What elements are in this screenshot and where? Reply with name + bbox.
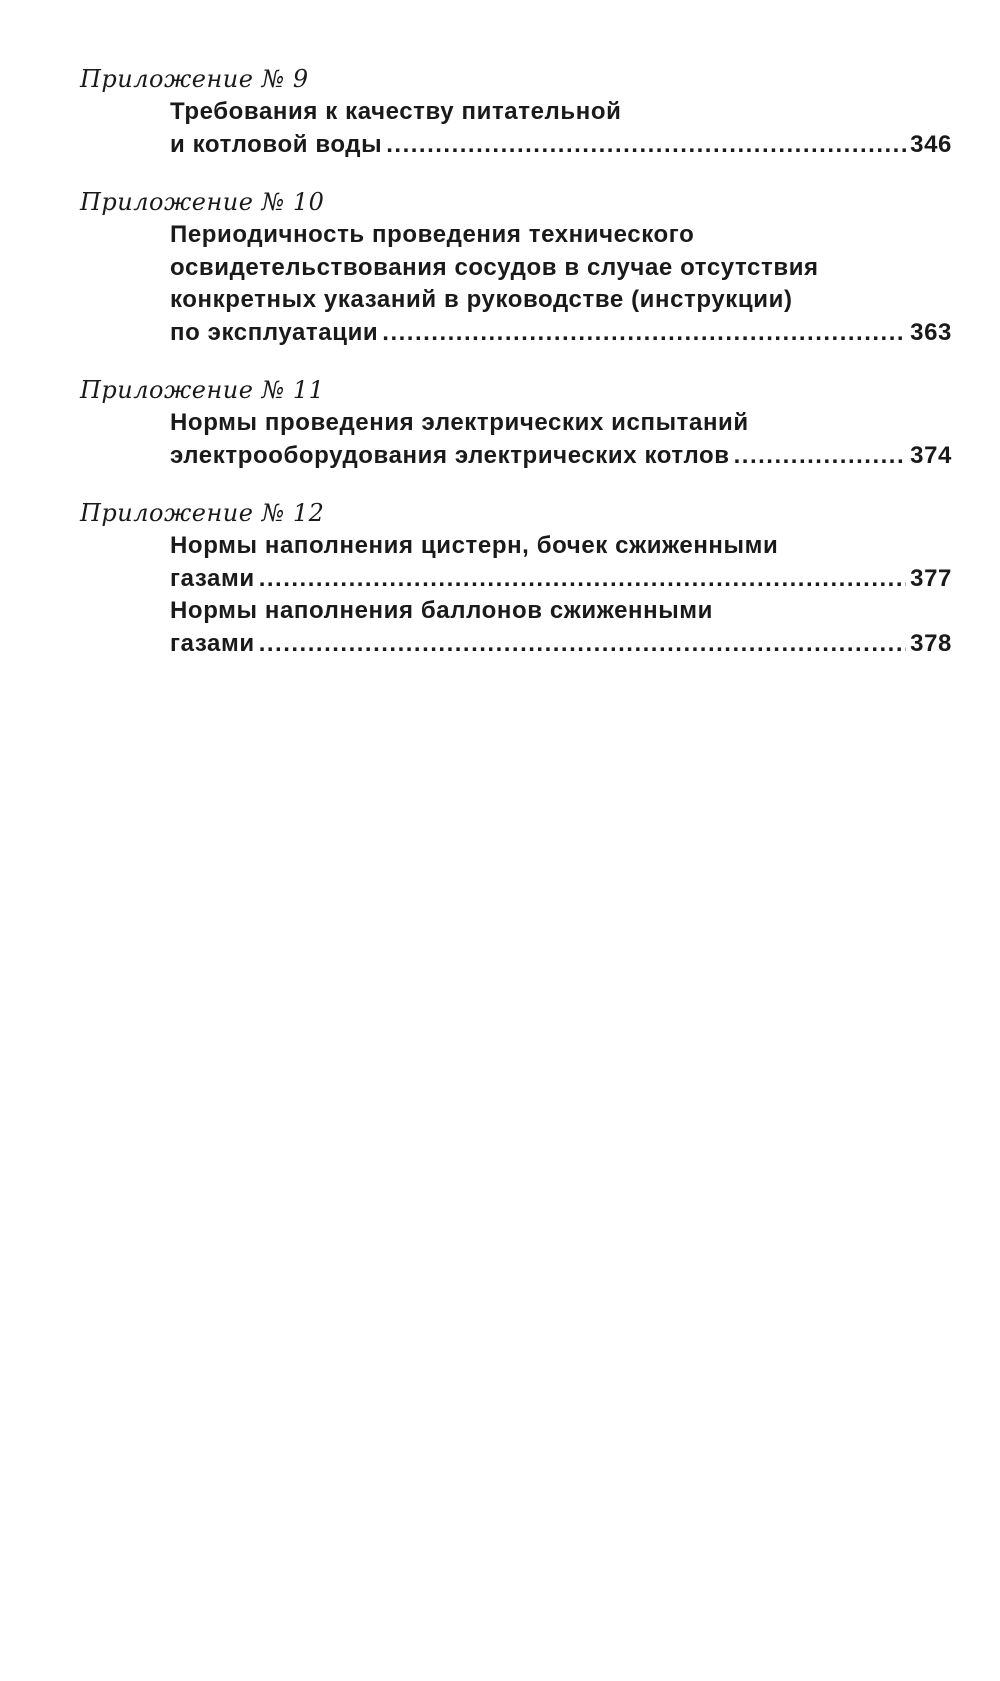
entry-title-line: Нормы наполнения баллонов сжиженными bbox=[170, 597, 714, 624]
appendix-heading: Приложение № 9 bbox=[80, 65, 309, 93]
toc-entry[interactable] bbox=[170, 219, 952, 349]
entry-leader-line bbox=[170, 129, 952, 162]
toc-section-appendix-11 bbox=[80, 373, 952, 472]
toc-entry[interactable] bbox=[170, 595, 952, 660]
entry-title-line: Нормы проведения электрических испытаний bbox=[170, 409, 749, 436]
page-number: 374 bbox=[910, 441, 952, 469]
table-of-contents bbox=[80, 62, 952, 684]
entry-title-line: газами bbox=[170, 629, 255, 657]
toc-section-appendix-12 bbox=[80, 496, 952, 660]
dot-leader bbox=[734, 440, 907, 473]
entry-title-line: Требования к качеству питательной bbox=[170, 98, 622, 125]
dot-leader bbox=[259, 628, 906, 661]
dot-leader bbox=[259, 563, 906, 596]
toc-section-appendix-9 bbox=[80, 62, 952, 161]
entry-title-line: электрооборудования электрических котлов bbox=[170, 441, 730, 469]
dot-leader bbox=[386, 129, 906, 162]
entry-title-line: освидетельствования сосудов в случае отсутствия bbox=[170, 253, 819, 281]
page-number: 346 bbox=[910, 130, 952, 158]
entry-leader-line bbox=[170, 317, 952, 350]
toc-entry[interactable] bbox=[170, 407, 952, 472]
page-number: 377 bbox=[910, 564, 952, 592]
toc-section-appendix-10 bbox=[80, 185, 952, 349]
dot-leader bbox=[382, 317, 906, 350]
entry-title-line: и котловой воды bbox=[170, 130, 383, 158]
entry-leader-line bbox=[170, 440, 952, 473]
toc-entry[interactable] bbox=[170, 530, 952, 595]
entry-leader-line bbox=[170, 628, 952, 661]
appendix-heading: Приложение № 12 bbox=[80, 499, 325, 527]
entry-leader-line bbox=[170, 563, 952, 596]
appendix-heading: Приложение № 11 bbox=[80, 376, 325, 404]
page-number: 363 bbox=[910, 318, 952, 346]
entry-title-line: Нормы наполнения цистерн, бочек сжиженными bbox=[170, 532, 779, 559]
entry-title-line: Периодичность проведения технического bbox=[170, 221, 695, 248]
entry-title-line: по эксплуатации bbox=[170, 318, 379, 346]
appendix-heading: Приложение № 10 bbox=[80, 188, 325, 216]
page-number: 378 bbox=[910, 629, 952, 657]
entry-title-line: конкретных указаний в руководстве (инструкции) bbox=[170, 286, 793, 313]
toc-entry[interactable] bbox=[170, 96, 952, 161]
entry-title-line: газами bbox=[170, 564, 255, 592]
